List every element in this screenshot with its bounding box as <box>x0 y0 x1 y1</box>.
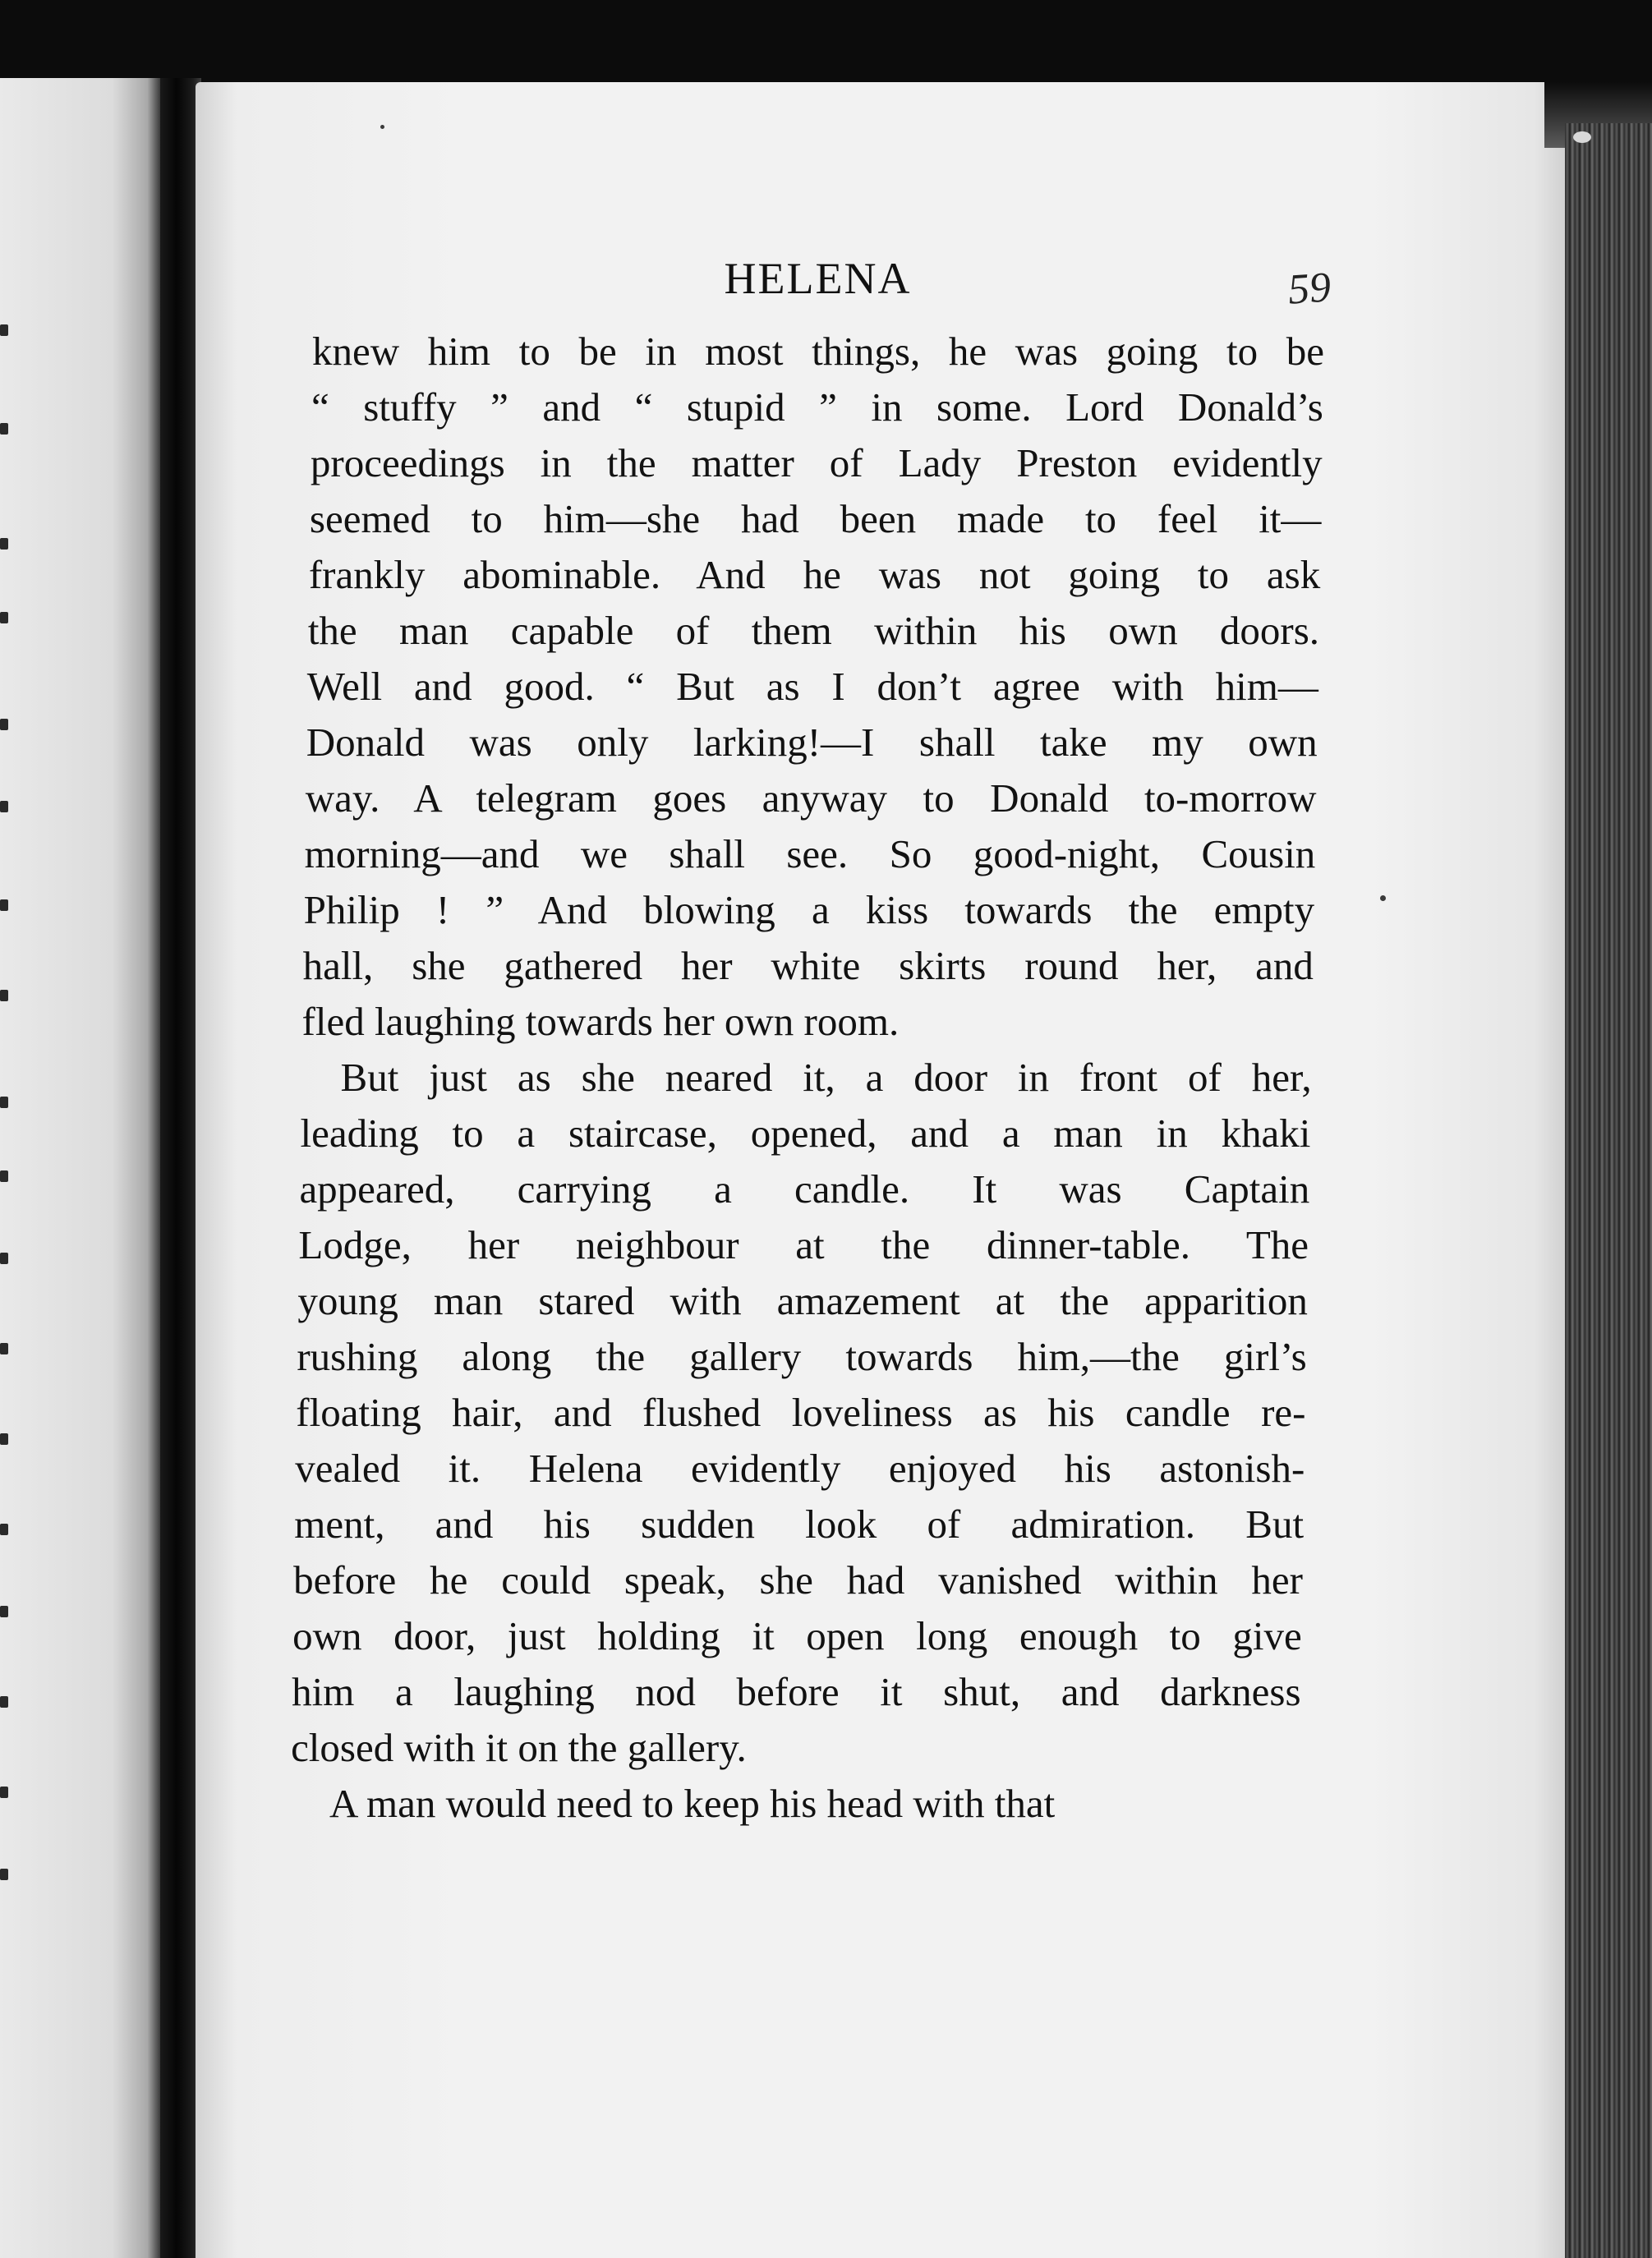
text-line: A man would need to keep his head with that <box>329 1781 1056 1826</box>
text-line: morning—and we shall see. So good-night, Cousin <box>304 831 1316 876</box>
text-line: appeared, carrying a candle. It was Captain <box>299 1166 1310 1212</box>
text-line: fled laughing towards her own room. <box>301 999 900 1044</box>
text-line: before he could speak, she had vanished within her <box>293 1557 1303 1603</box>
text-line: vealed it. Helena evidently enjoyed his astonish- <box>295 1446 1305 1491</box>
page-number: 59 <box>1286 264 1332 314</box>
bleed-mark <box>0 538 8 550</box>
text-line: way. A telegram goes anyway to Donald to-morrow <box>305 775 1317 821</box>
text-line: Well and good. “ But as I don’t agree with him— <box>306 664 1318 709</box>
bleed-mark <box>0 899 8 911</box>
paper-speck <box>380 125 384 129</box>
bleed-mark <box>0 612 8 623</box>
bleed-mark <box>0 1606 8 1617</box>
bleed-mark <box>0 1343 8 1354</box>
text-line: Philip ! ” And blowing a kiss towards the empty <box>303 887 1315 932</box>
running-head: HELENA <box>724 254 912 303</box>
text-line: seemed to him—she had been made to feel it— <box>309 496 1322 541</box>
paper-speck <box>1380 895 1386 901</box>
bleed-mark <box>0 801 8 812</box>
bleed-mark <box>0 1869 8 1880</box>
text-line: leading to a staircase, opened, and a man in khaki <box>300 1111 1311 1156</box>
text-line: the man capable of them within his own doors. <box>307 608 1320 653</box>
bleed-mark <box>0 1787 8 1798</box>
bleed-mark <box>0 1253 8 1264</box>
facing-page-edge <box>0 78 160 2258</box>
text-line: “ stuffy ” and “ stupid ” in some. Lord Donald’s <box>311 384 1323 430</box>
text-line: rushing along the gallery towards him,—the girl’s <box>297 1334 1307 1379</box>
text-line: own door, just holding it open long enough to give <box>292 1613 1302 1658</box>
text-line: ment, and his sudden look of admiration. But <box>294 1502 1305 1547</box>
text-line: young man stared with amazement at the apparition <box>297 1278 1308 1323</box>
bleed-mark <box>0 1433 8 1445</box>
bleed-mark <box>0 324 8 336</box>
text-line: closed with it on the gallery. <box>291 1725 747 1770</box>
text-line: proceedings in the matter of Lady Preston evidently <box>310 440 1323 485</box>
text-line: floating hair, and flushed loveliness as his candle re- <box>296 1390 1306 1435</box>
text-line: frankly abominable. And he was not going to ask <box>308 552 1321 597</box>
bleed-mark <box>0 423 8 435</box>
bleed-mark <box>0 719 8 730</box>
page-block-edge <box>1565 123 1652 2258</box>
text-line: hall, she gathered her white skirts round her, and <box>302 943 1314 988</box>
text-line: Lodge, her neighbour at the dinner-table. The <box>298 1222 1309 1267</box>
text-line: But just as she neared it, a door in front of her, <box>340 1055 1312 1100</box>
text-line: Donald was only larking!—I shall take my own <box>306 720 1318 765</box>
text-line: him a laughing nod before it shut, and darkness <box>292 1669 1301 1714</box>
bleed-mark <box>0 1696 8 1708</box>
paper-speck <box>1573 131 1591 143</box>
bleed-mark <box>0 1170 8 1182</box>
bleed-mark <box>0 1524 8 1535</box>
bleed-mark <box>0 1097 8 1108</box>
text-line: knew him to be in most things, he was going to be <box>312 329 1324 374</box>
bleed-mark <box>0 990 8 1001</box>
